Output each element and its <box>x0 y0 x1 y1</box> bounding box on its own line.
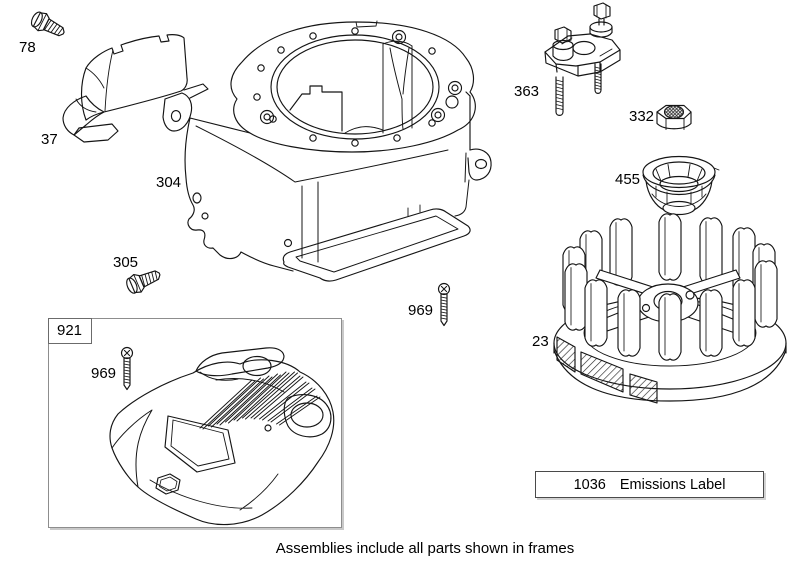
screw-969-drawing <box>439 284 450 326</box>
screw-78-drawing <box>29 9 68 42</box>
frame-921-number: 921 <box>56 322 83 339</box>
emissions-label-box <box>535 471 764 498</box>
flywheel-23-drawing <box>554 214 786 403</box>
part-label-332: 332 <box>629 108 655 125</box>
emissions-label-text: Emissions Label <box>619 476 726 493</box>
part-label-455: 455 <box>615 171 641 188</box>
screw-969-frame-drawing <box>122 348 133 390</box>
part-label-23: 23 <box>532 333 549 350</box>
part-label-78: 78 <box>19 39 36 56</box>
engine-cover-921-drawing <box>110 348 334 525</box>
flywheel-puller-363-drawing <box>545 3 620 115</box>
part-label-305: 305 <box>113 254 139 271</box>
part-label-37: 37 <box>41 131 58 148</box>
part-label-304: 304 <box>156 174 182 191</box>
part-label-969: 969 <box>408 302 434 319</box>
starter-cup-455-drawing <box>643 157 719 215</box>
part-label-363: 363 <box>514 83 540 100</box>
figure-caption: Assemblies include all parts shown in frames <box>275 540 575 557</box>
baffle-37-drawing <box>63 35 208 142</box>
nut-332-drawing <box>657 106 691 130</box>
part-label-969-frame: 969 <box>91 365 117 382</box>
emissions-label-number: 1036 <box>573 476 606 493</box>
blower-housing-304-drawing <box>185 21 491 281</box>
